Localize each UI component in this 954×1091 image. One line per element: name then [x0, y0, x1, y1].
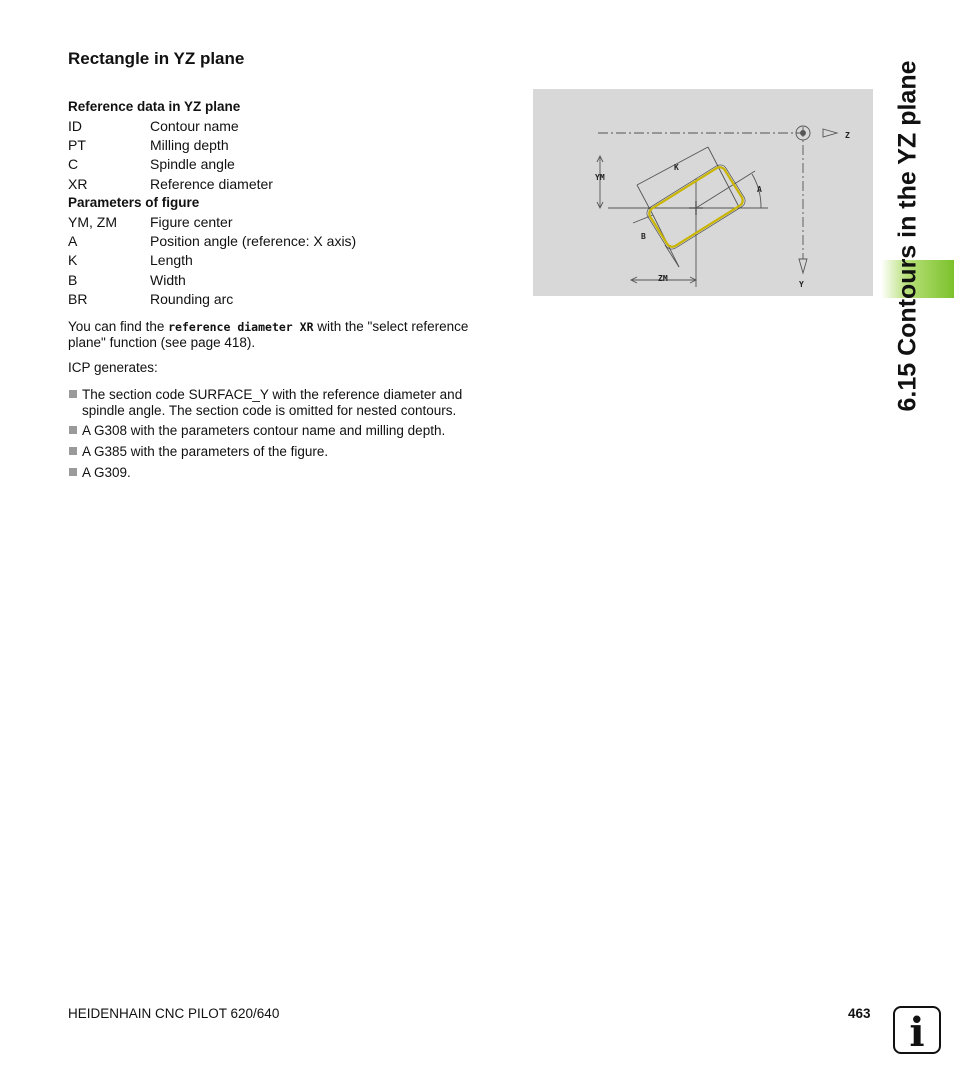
- note-text-after: with the "select reference plane" function (see page 418).: [68, 319, 469, 350]
- row-key: C: [68, 156, 79, 172]
- page-number: 463: [848, 1006, 871, 1021]
- row-key: PT: [68, 137, 86, 153]
- a-label: A: [757, 185, 762, 194]
- zm-label: ZM: [658, 274, 668, 283]
- bullet-text: The section code SURFACE_Y with the reference diameter and spindle angle. The section code is omitted for nested contours.: [82, 387, 463, 418]
- row-key: K: [68, 252, 78, 268]
- ref-section-title: Reference data in YZ plane: [68, 99, 241, 114]
- row-key: YM, ZM: [68, 214, 117, 230]
- row-value: Rounding arc: [150, 291, 234, 307]
- icp-intro: ICP generates:: [68, 360, 158, 375]
- param-row: [68, 272, 186, 291]
- info-icon: [893, 1006, 941, 1054]
- chapter-side-title: 6.15 Contours in the YZ plane: [893, 60, 922, 412]
- row-value: Reference diameter: [150, 176, 273, 192]
- ref-row: [68, 137, 229, 156]
- row-value: Length: [150, 252, 193, 268]
- footer-product-name: HEIDENHAIN CNC PILOT 620/640: [68, 1006, 280, 1021]
- info-letter: i: [909, 1009, 925, 1052]
- list-item: [68, 465, 508, 481]
- row-key: BR: [68, 291, 88, 307]
- diagram-svg: [533, 89, 873, 296]
- b-label: B: [641, 232, 646, 241]
- param-row: [68, 252, 193, 271]
- rectangle-yz-diagram: [533, 89, 873, 296]
- bullet-text: A G308 with the parameters contour name and milling depth.: [82, 423, 446, 438]
- param-row: [68, 214, 232, 233]
- row-value: Width: [150, 272, 186, 288]
- bullet-square-icon: [69, 468, 77, 476]
- bullet-text: A G385 with the parameters of the figure.: [82, 444, 329, 459]
- row-value: Spindle angle: [150, 156, 235, 172]
- param-row: [68, 291, 233, 310]
- bullet-square-icon: [69, 426, 77, 434]
- row-key: ID: [68, 118, 82, 134]
- z-axis-label: Z: [845, 131, 850, 140]
- k-label: K: [674, 163, 679, 172]
- ym-label: YM: [595, 173, 605, 182]
- b-extension-line: [665, 245, 679, 267]
- note-code: reference diameter XR: [168, 320, 314, 334]
- ref-row: [68, 156, 235, 175]
- z-arrow-icon: [823, 129, 837, 137]
- row-value: Figure center: [150, 214, 233, 230]
- row-value: Position angle (reference: X axis): [150, 233, 357, 249]
- list-item: [68, 423, 508, 439]
- row-key: XR: [68, 176, 88, 192]
- param-section-title: Parameters of figure: [68, 195, 200, 210]
- bullet-text: A G309.: [82, 465, 131, 480]
- page-heading: Rectangle in YZ plane: [68, 49, 245, 68]
- ref-row: [68, 118, 239, 137]
- row-value: Contour name: [150, 118, 239, 134]
- list-item: [68, 387, 508, 419]
- param-row: [68, 233, 356, 252]
- note-paragraph: [68, 319, 508, 351]
- row-key: B: [68, 272, 78, 288]
- info-glyph-icon: [895, 1008, 939, 1052]
- row-key: A: [68, 233, 78, 249]
- y-arrow-icon: [799, 259, 807, 273]
- note-text-before: You can find the: [68, 319, 169, 334]
- bullet-square-icon: [69, 447, 77, 455]
- bullet-square-icon: [69, 390, 77, 398]
- origin-dot-icon: [801, 131, 806, 136]
- ref-row: [68, 176, 273, 195]
- y-axis-label: Y: [799, 280, 804, 289]
- row-value: Milling depth: [150, 137, 229, 153]
- list-item: [68, 444, 508, 460]
